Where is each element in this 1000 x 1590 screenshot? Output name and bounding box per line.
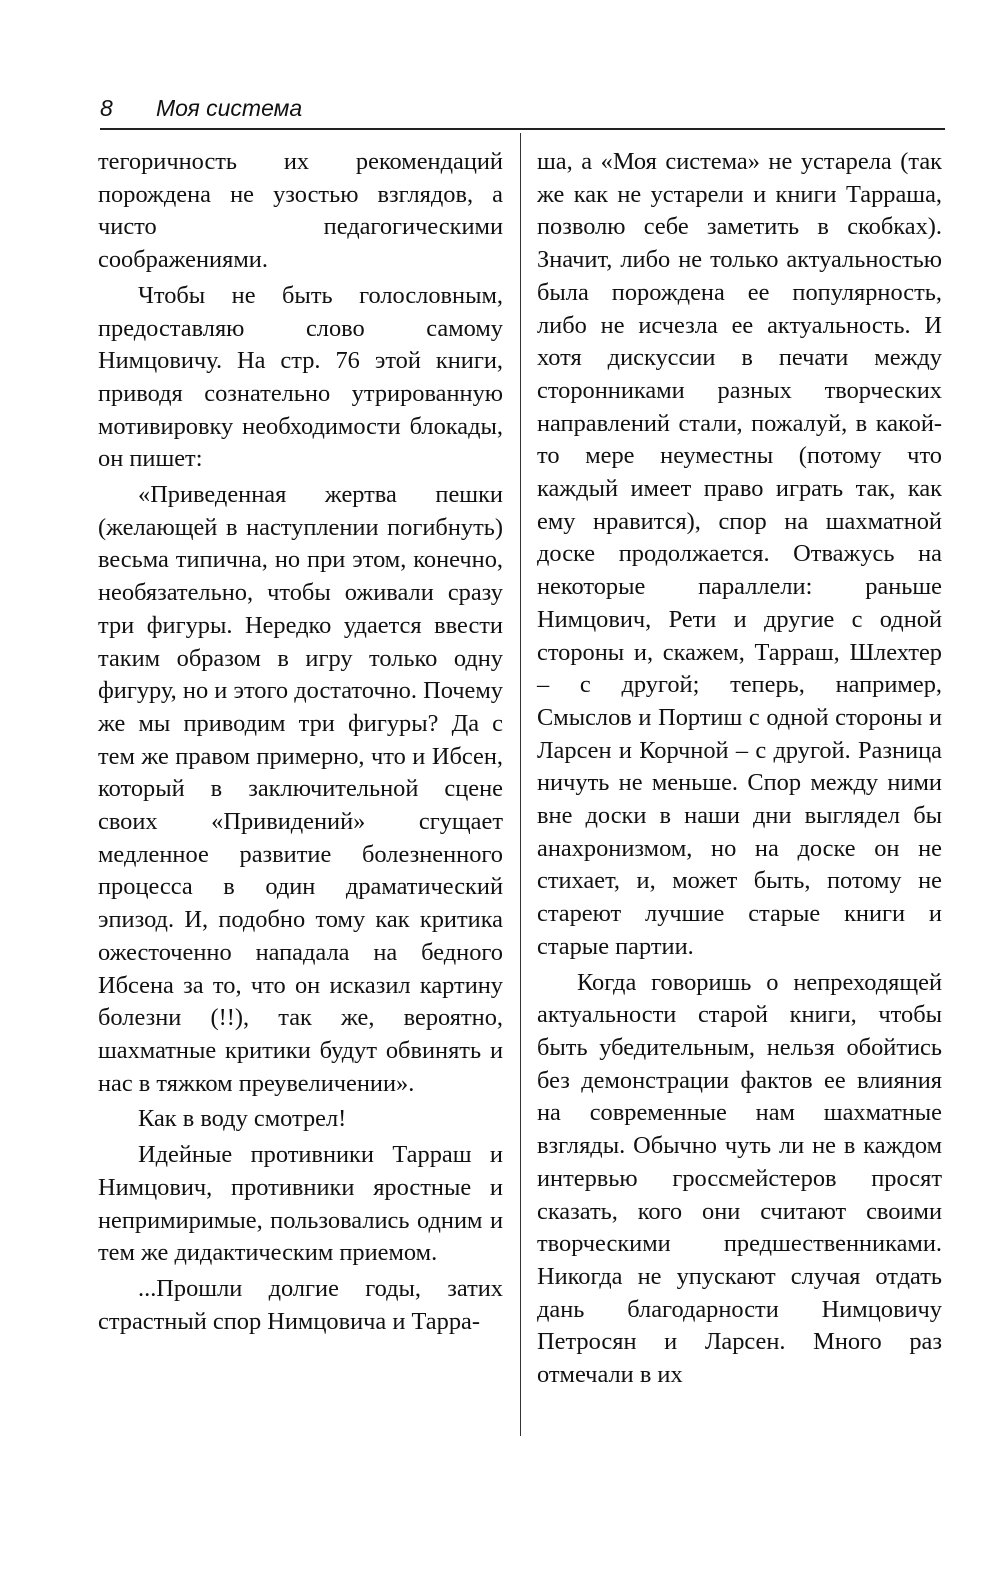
page-number: 8 bbox=[100, 95, 113, 121]
paragraph: тегоричность их рекомендаций порождена не узостью взглядов, а чисто педагогическими соображениями. bbox=[98, 148, 503, 274]
running-title: Моя система bbox=[156, 95, 303, 121]
paragraph: ша, а «Моя система» не устарела (так же как не устарели и книги Тарраша, позволю себе заметить в скобках). Значит, либо не только актуальностью была порождена ее популярность, либо не исчезла ее актуальность. И хотя дискуссии в печати между сторонниками разных творческих направлений стали, пожалуй, в какой-то мере неуместны (потому что каждый имеет право играть так, как ему нравится), спор на шахматной доске продолжается. Отважусь на некоторые параллели: раньше Нимцович, Рети и другие с одной стороны и, скажем, Тарраш, Шлехтер – с другой; теперь, например, Смыслов и Портиш с одной стороны и Ларсен и Корчной – с другой. Разница ничуть не меньше. Спор между ними вне доски в наши дни выглядел бы анахронизмом, но на доске он не стихает, и, может быть, потому не стареют лучшие старые книги и старые партии. bbox=[537, 148, 942, 960]
paragraph: Когда говоришь о непреходящей актуальности старой книги, чтобы быть убедительным, нельзя обойтись без демонстрации фактов ее влияния на современные нам шахматные взгляды. Обычно чуть ли не в каждом интервью гроссмейстеров просят сказать, кого они считают своими творческими предшественниками. Никогда не упускают случая отдать дань благодарности Нимцовичу Петросян и Ларсен. Много раз отмечали в их bbox=[537, 968, 942, 1389]
right-column bbox=[537, 146, 942, 1392]
running-header bbox=[100, 88, 945, 130]
paragraph: ...Прошли долгие годы, затих страстный спор Нимцовича и Тарра- bbox=[98, 1274, 503, 1335]
left-column bbox=[98, 146, 503, 1338]
paragraph: Как в воду смотрел! bbox=[138, 1105, 347, 1133]
column-divider bbox=[520, 133, 521, 1436]
paragraph: Чтобы не быть голословным, предоставляю слово самому Нимцовичу. На стр. 76 этой книги, приводя сознательно утрированную мотивировку необходимости блокады, он пишет: bbox=[98, 281, 503, 473]
quote-paragraph: «Приведенная жертва пешки (желающей в наступлении погибнуть) весьма типична, но при этом, конечно, необязательно, чтобы оживали сразу три фигуры. Нередко удается ввести таким образом в игру только одну фигуру, но и этого достаточно. Почему же мы приводим три фигуры? Да с тем же правом примерно, что и Ибсен, который в заключительной сцене своих «Привидений» сгущает медленное развитие болезненного процесса в один драматический эпизод. И, подобно тому как критика ожесточенно нападала на бедного Ибсена за то, что он исказил картину болезни (!!), так же, вероятно, шахматные критики будут обвинять и нас в тяжком преувеличении». bbox=[98, 481, 503, 1097]
paragraph: Идейные противники Тарраш и Нимцович, противники яростные и непримиримые, пользовались одним и тем же дидактическим приемом. bbox=[98, 1141, 503, 1267]
